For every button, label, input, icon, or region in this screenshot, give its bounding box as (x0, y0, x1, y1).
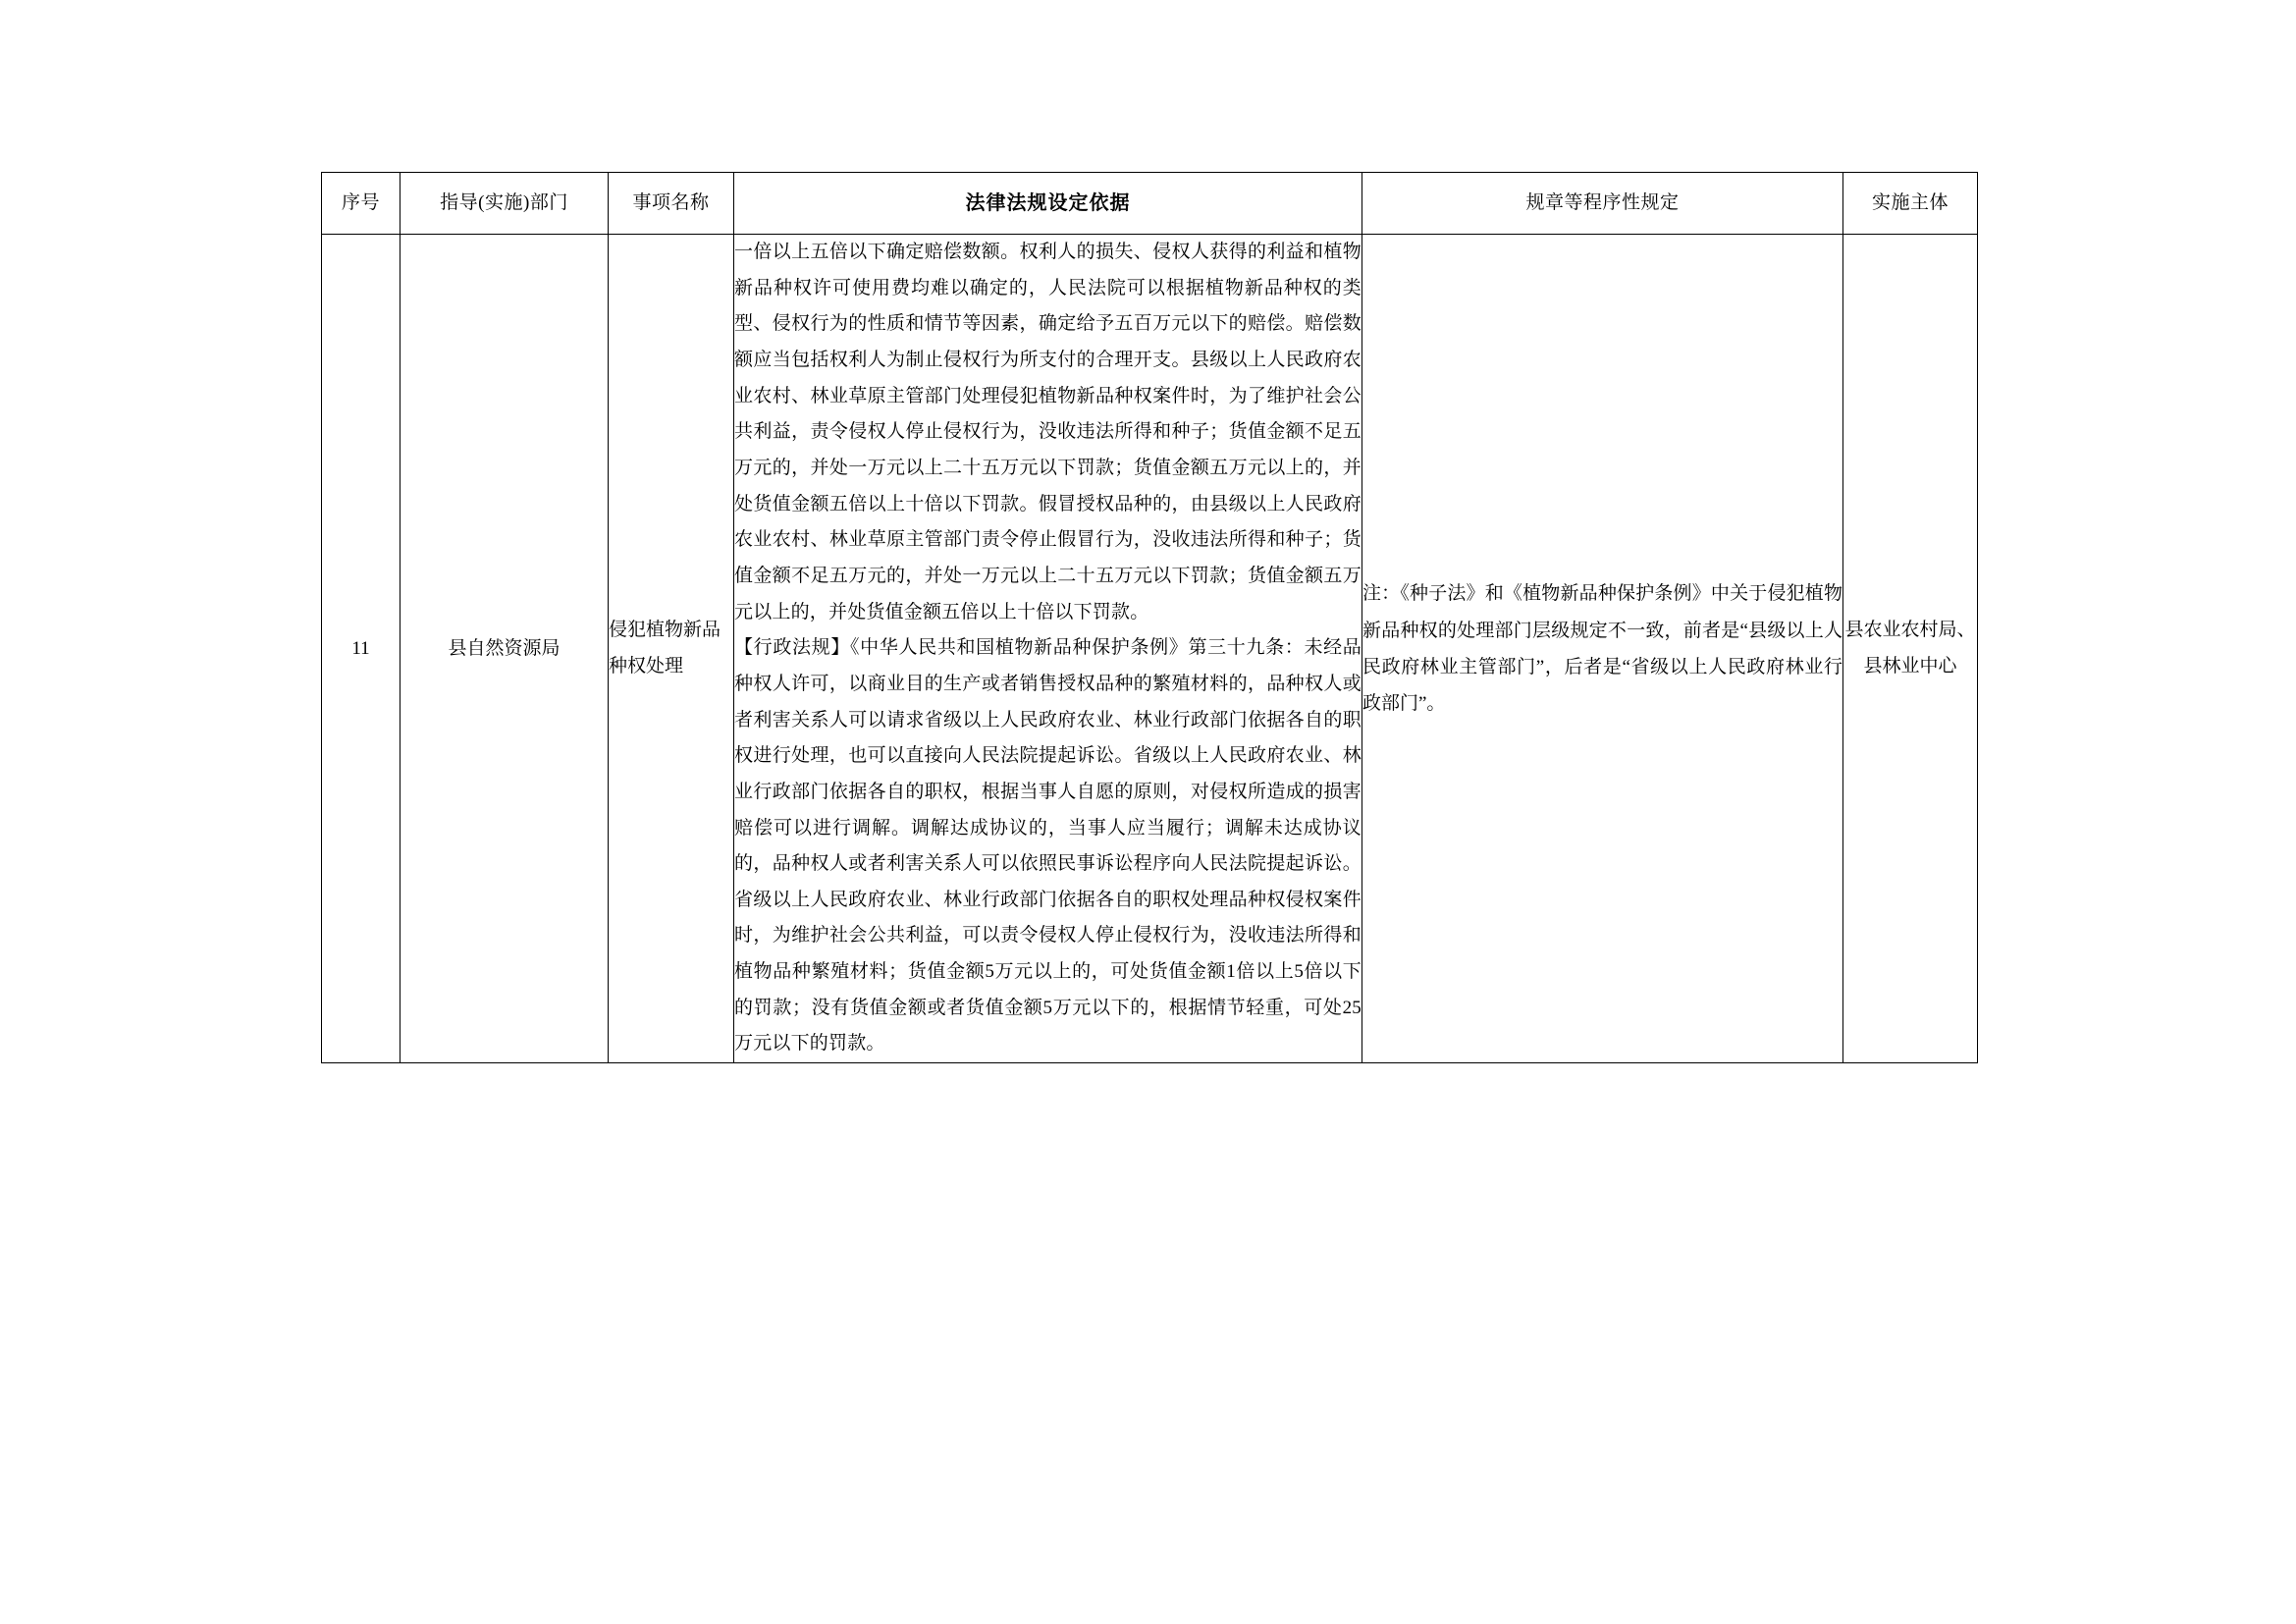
legal-basis-paragraph-2: 【行政法规】《中华人民共和国植物新品种保护条例》第三十九条：未经品种权人许可，以商业目的生产或者销售授权品种的繁殖材料的，品种权人或者利害关系人可以请求省级以上人民政府农业、林业行政部门依据各自的职权进行处理，也可以直接向人民法院提起诉讼。省级以上人民政府农业、林业行政部门依据各自的职权，根据当事人自愿的原则，对侵权所造成的损害赔偿可以进行调解。调解达成协议的，当事人应当履行；调解未达成协议的，品种权人或者利害关系人可以依照民事诉讼程序向人民法院提起诉讼。省级以上人民政府农业、林业行政部门依据各自的职权处理品种权侵权案件时，为维护社会公共利益，可以责令侵权人停止侵权行为，没收违法所得和植物品种繁殖材料；货值金额5万元以上的，可处货值金额1倍以上5倍以下的罚款；没有货值金额或者货值金额5万元以下的，根据情节轻重，可处25万元以下的罚款。 (734, 637, 1362, 1055)
cell-item-name: 侵犯植物新品种权处理 (609, 235, 734, 1063)
column-header-implementing-subject: 实施主体 (1843, 173, 1978, 235)
table-header-row (322, 173, 1978, 235)
implementing-subject-text: 县农业农村局、县林业中心 (1844, 620, 1976, 677)
cell-department: 县自然资源局 (400, 235, 609, 1063)
table-row (322, 235, 1978, 1063)
procedural-rules-note: 注：《种子法》和《植物新品种保护条例》中关于侵犯植物新品种权的处理部门层级规定不一致，前者是“县级以上人民政府林业主管部门”，后者是“省级以上人民政府林业行政部门”。 (1362, 583, 1842, 714)
regulation-table (321, 172, 1978, 1063)
column-header-department: 指导(实施)部门 (400, 173, 609, 235)
cell-procedural-rules (1362, 235, 1843, 1063)
cell-no: 11 (322, 235, 400, 1063)
cell-implementing-subject (1843, 235, 1978, 1063)
column-header-no: 序号 (322, 173, 400, 235)
column-header-item-name: 事项名称 (609, 173, 734, 235)
legal-basis-paragraph-1: 一倍以上五倍以下确定赔偿数额。权利人的损失、侵权人获得的利益和植物新品种权许可使用费均难以确定的，人民法院可以根据植物新品种权的类型、侵权行为的性质和情节等因素，确定给予五百万元以下的赔偿。赔偿数额应当包括权利人为制止侵权行为所支付的合理开支。县级以上人民政府农业农村、林业草原主管部门处理侵犯植物新品种权案件时，为了维护社会公共利益，责令侵权人停止侵权行为，没收违法所得和种子；货值金额不足五万元的，并处一万元以上二十五万元以下罚款；货值金额五万元以上的，并处货值金额五倍以上十倍以下罚款。假冒授权品种的，由县级以上人民政府农业农村、林业草原主管部门责令停止假冒行为，没收违法所得和种子；货值金额不足五万元的，并处一万元以上二十五万元以下罚款；货值金额五万元以上的，并处货值金额五倍以上十倍以下罚款。 (734, 242, 1362, 623)
column-header-procedural-rules: 规章等程序性规定 (1362, 173, 1843, 235)
cell-legal-basis (734, 235, 1362, 1063)
column-header-legal-basis: 法律法规设定依据 (734, 173, 1362, 235)
